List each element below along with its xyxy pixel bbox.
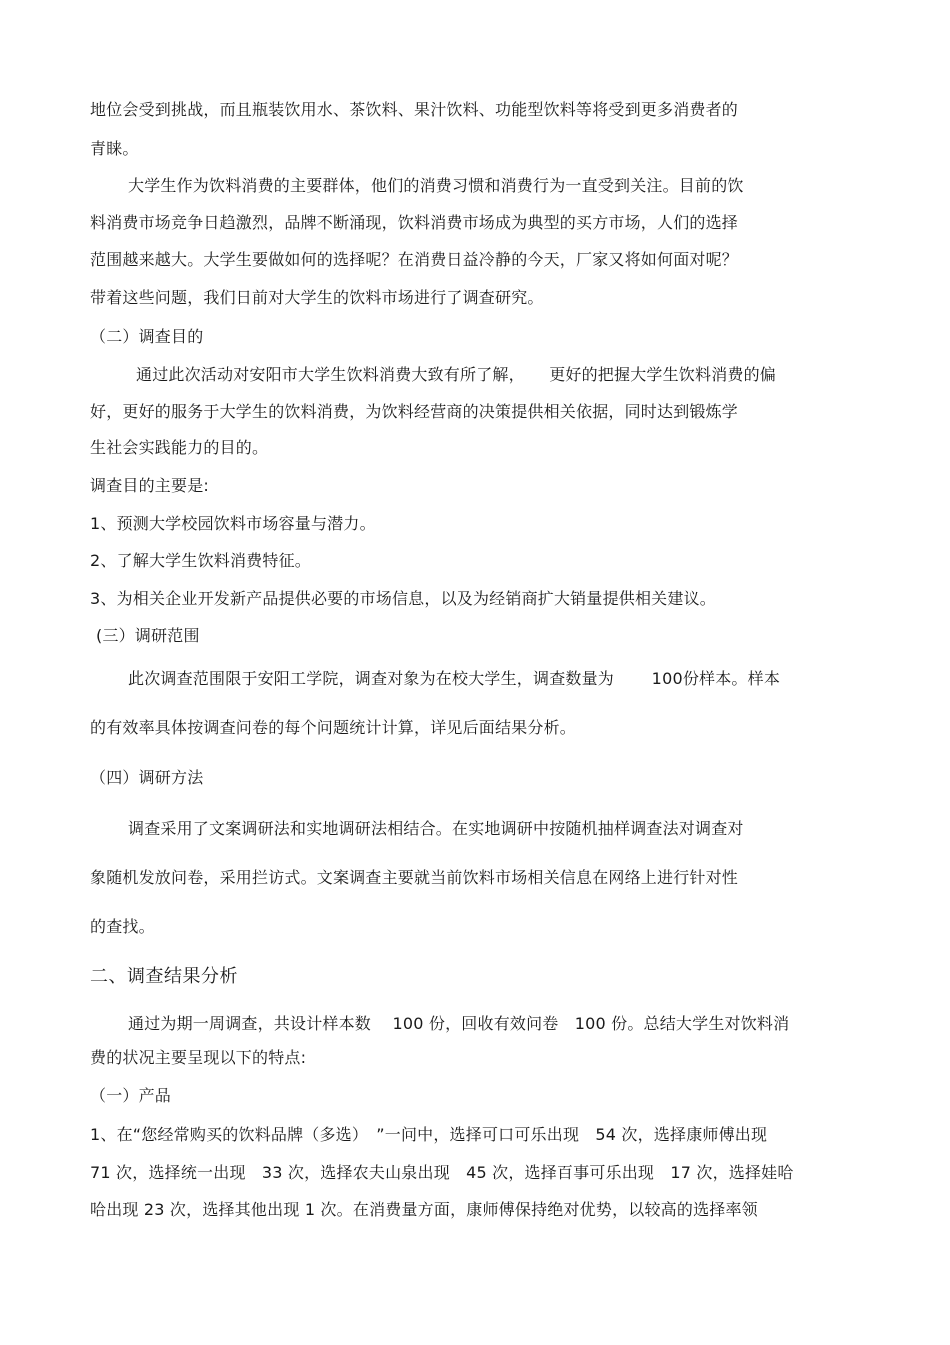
paragraph-line: 的查找。 (90, 917, 155, 936)
paragraph-line: 带着这些问题，我们日前对大学生的饮料市场进行了调查研究。 (90, 288, 544, 307)
paragraph-line: 料消费市场竞争日趋激烈，品牌不断涌现，饮料消费市场成为典型的买方市场，人们的选择 (90, 213, 739, 232)
chapter-heading: 二、调查结果分析 (90, 966, 238, 987)
paragraph-line: 调查采用了文案调研法和实地调研法相结合。在实地调研中按随机抽样调查法对调查对 (128, 819, 744, 838)
paragraph-line: 通过为期一周调查，共设计样本数 100 份，回收有效问卷 100 份。总结大学生对饮料消 (128, 1014, 790, 1033)
section-heading: （四）调研方法 (90, 768, 204, 787)
paragraph-line: 哈出现 23 次，选择其他出现 1 次。在消费量方面，康师傅保持绝对优势，以较高的选择率领 (90, 1200, 758, 1219)
paragraph-line: 此次调查范围限于安阳工学院，调查对象为在校大学生，调查数量为 100份样本。样本 (128, 669, 781, 688)
paragraph-line: 范围越来越大。大学生要做如何的选择呢？在消费日益冷静的今天，厂家又将如何面对呢？ (90, 250, 739, 269)
section-heading: （二）调查目的 (90, 327, 204, 346)
paragraph-line: 费的状况主要呈现以下的特点: (90, 1048, 307, 1067)
list-item: 1、预测大学校园饮料市场容量与潜力。 (90, 514, 376, 533)
paragraph-line: 象随机发放问卷，采用拦访式。文案调查主要就当前饮料市场相关信息在网络上进行针对性 (90, 868, 739, 887)
paragraph-line: 的有效率具体按调查问卷的每个问题统计计算，详见后面结果分析。 (90, 718, 577, 737)
paragraph-line: 好，更好的服务于大学生的饮料消费，为饮料经营商的决策提供相关依据，同时达到锻炼学 (90, 402, 739, 421)
section-heading: （一）产品 (90, 1086, 172, 1105)
section-heading: (三）调研范围 (96, 626, 200, 645)
paragraph-line: 地位会受到挑战，而且瓶装饮用水、茶饮料、果汁饮料、功能型饮料等将受到更多消费者的 (90, 100, 739, 119)
list-item: 2、了解大学生饮料消费特征。 (90, 551, 311, 570)
paragraph-line: 大学生作为饮料消费的主要群体，他们的消费习惯和消费行为一直受到关注。目前的饮 (128, 176, 744, 195)
list-item: 3、为相关企业开发新产品提供必要的市场信息，以及为经销商扩大销量提供相关建议。 (90, 589, 716, 608)
paragraph-line: 71 次，选择统一出现 33 次，选择农夫山泉出现 45 次，选择百事可乐出现 17 次，选择娃哈 (90, 1163, 794, 1182)
paragraph-line: 生社会实践能力的目的。 (90, 438, 269, 457)
paragraph-line: 通过此次活动对安阳市大学生饮料消费大致有所了解， 更好的把握大学生饮料消费的偏 (136, 365, 777, 384)
paragraph-line: 1、在“您经常购买的饮料品牌（多选） ”一问中，选择可口可乐出现 54 次，选择康师傅出现 (90, 1125, 768, 1144)
paragraph-line: 青睐。 (90, 139, 139, 158)
paragraph-line: 调查目的主要是: (90, 476, 209, 495)
